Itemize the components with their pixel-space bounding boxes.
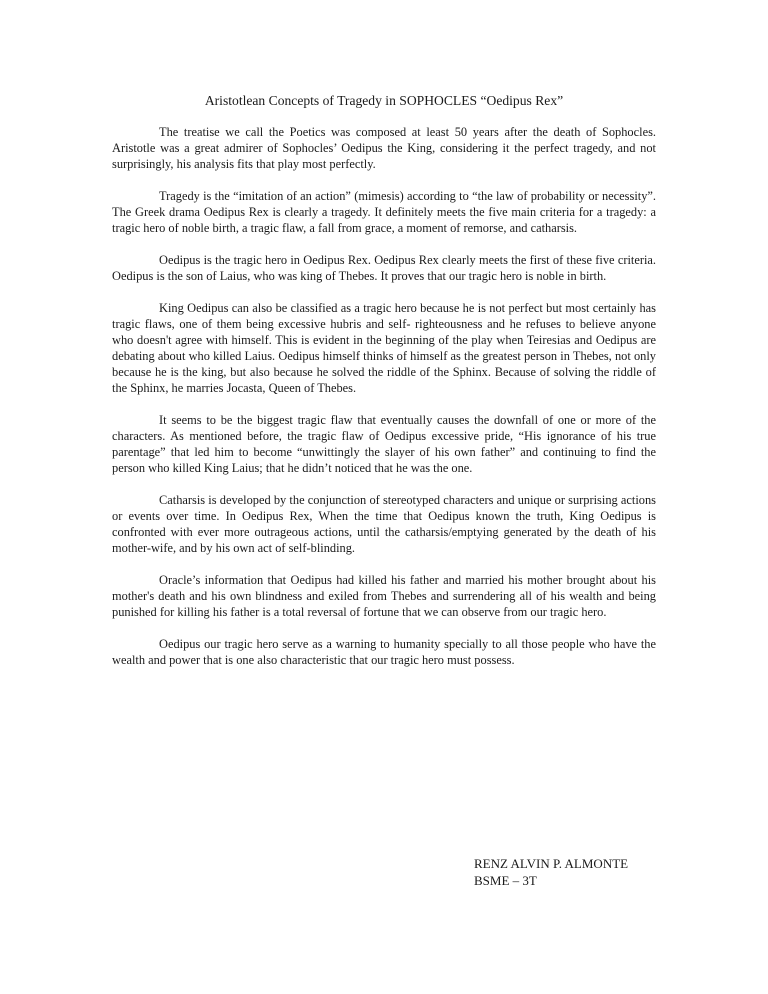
author-course: BSME – 3T [474,873,537,888]
paragraph-6: Catharsis is developed by the conjunction of stereotyped characters and unique or surprising actions or events over time. In Oedipus Rex, When the time that Oedipus known the truth, King Oedipus is confronted with ever more outrageous actions, until the catharsis/emptying generated by the death of his mother-wife, and by his own act of self-blinding. [112,493,656,555]
document-title: Aristotlean Concepts of Tragedy in SOPHOCLES “Oedipus Rex” [204,93,564,108]
paragraph-3: Oedipus is the tragic hero in Oedipus Rex. Oedipus Rex clearly meets the first of these five criteria. Oedipus is the son of Laius, who was king of Thebes. It proves that our tragic hero is noble in birth. [112,253,656,283]
author-signature-block [474,855,628,889]
paragraph-7: Oracle’s information that Oedipus had killed his father and married his mother brought about his mother's death and his own blindness and exiled from Thebes and surrendering all of his wealth and being punished for killing his father is a total reversal of fortune that we can observe from our tragic hero. [112,573,656,619]
paragraph-8: Oedipus our tragic hero serve as a warning to humanity specially to all those people who have the wealth and power that is one also characteristic that our tragic hero must possess. [112,637,656,667]
paragraph-2: Tragedy is the “imitation of an action” (mimesis) according to “the law of probability or necessity”. The Greek drama Oedipus Rex is clearly a tragedy. It definitely meets the five main criteria for a tragedy: a tragic hero of noble birth, a tragic flaw, a fall from grace, a moment of remorse, and catharsis. [112,189,656,235]
author-name: RENZ ALVIN P. ALMONTE [474,856,629,871]
document-body [112,124,656,684]
paragraph-1: The treatise we call the Poetics was composed at least 50 years after the death of Sophocles. Aristotle was a great admirer of Sophocles’ Oedipus the King, considering it the perfect tragedy, and not surprisingly, his analysis fits that play most perfectly. [112,125,656,171]
paragraph-4: King Oedipus can also be classified as a tragic hero because he is not perfect but most certainly has tragic flaws, one of them being excessive hubris and self- righteousness and he refuses to believe anyone who doesn't agree with himself. This is evident in the beginning of the play when Teiresias and Oedipus are debating about who killed Laius. Oedipus himself thinks of himself as the greatest person in Thebes, not only because he is the king, but also because he solved the riddle of the Sphinx. Because of solving the riddle of the Sphinx, he marries Jocasta, Queen of Thebes. [112,301,656,395]
paragraph-5: It seems to be the biggest tragic flaw that eventually causes the downfall of one or more of the characters. As mentioned before, the tragic flaw of Oedipus excessive pride, “His ignorance of his true parentage” that led him to become “unwittingly the slayer of his own father” and continuing to find the person who killed King Laius; that he didn’t noticed that he was the one. [112,413,656,475]
